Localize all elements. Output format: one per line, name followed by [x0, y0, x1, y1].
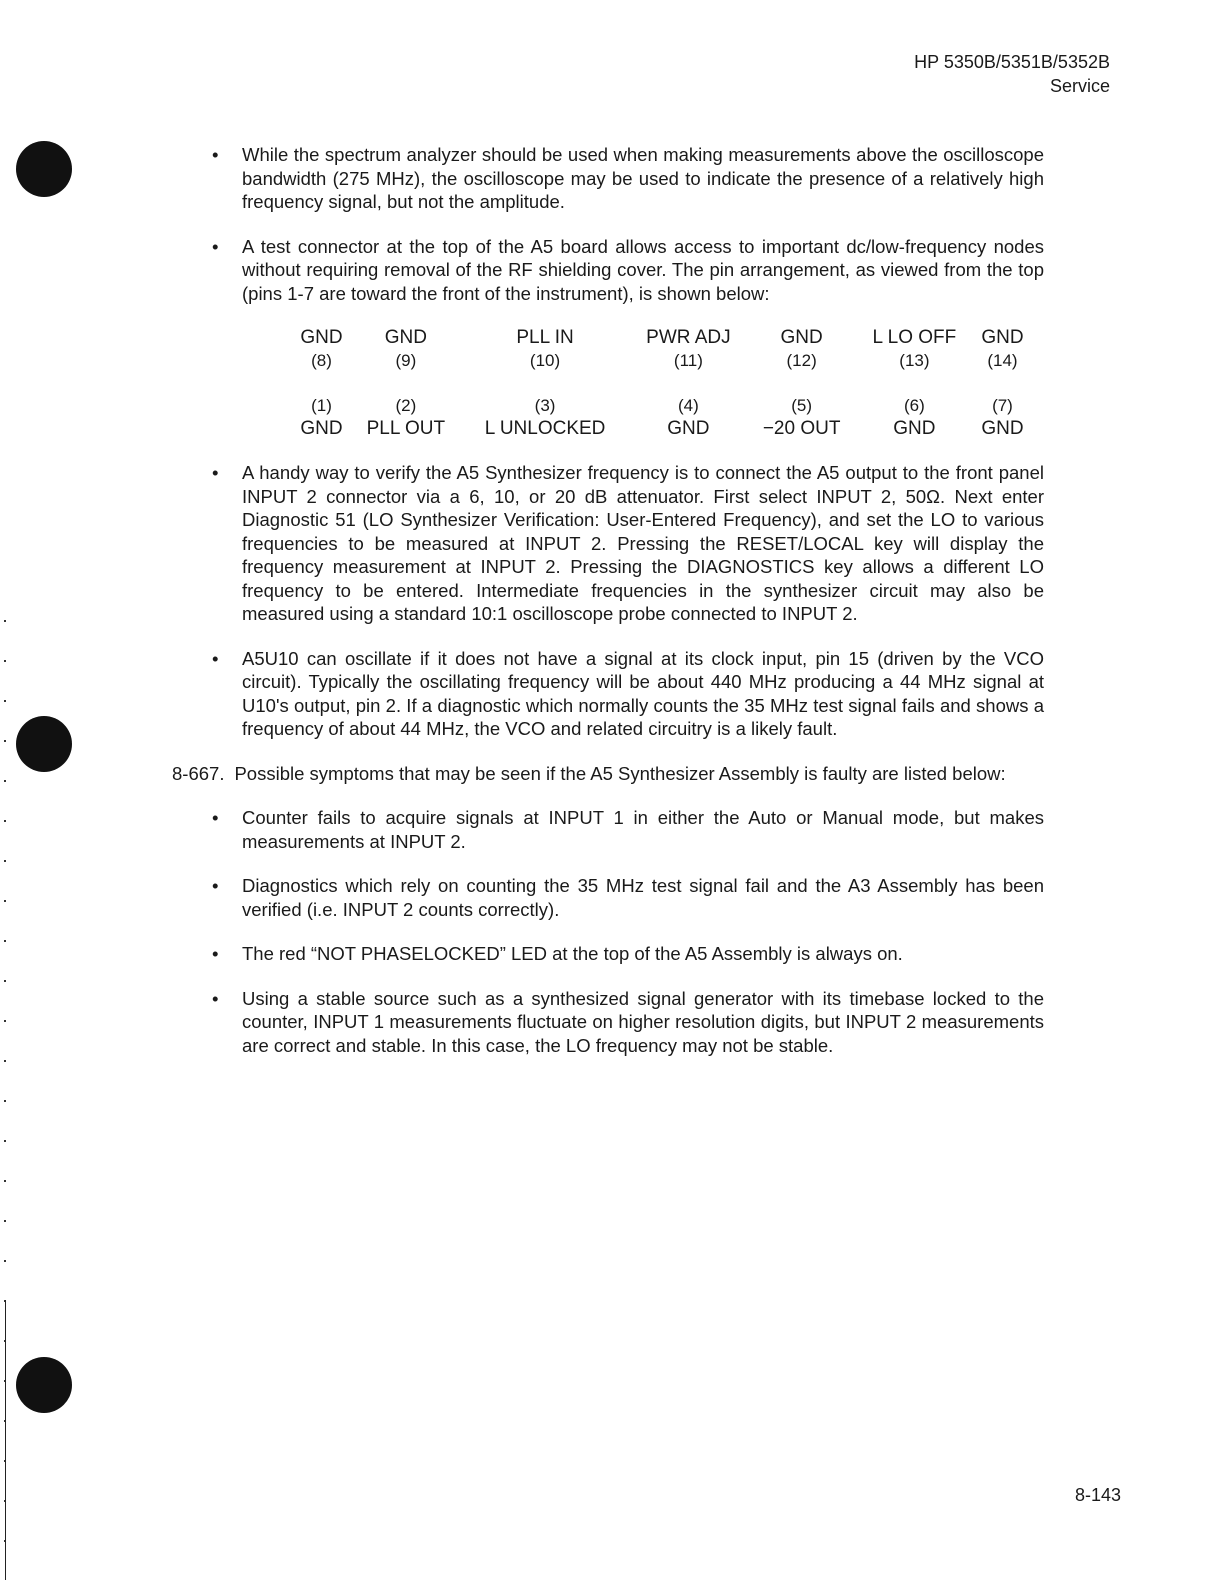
pin-number: (11): [673, 351, 703, 370]
pin-label: GND: [667, 418, 710, 439]
pin-label: L UNLOCKED: [484, 418, 606, 439]
pin-label: GND: [893, 418, 936, 439]
page-body: [172, 143, 1044, 1078]
pin-row-bottom-labels: [292, 417, 1032, 440]
pin-number: (4): [678, 396, 699, 415]
numbered-paragraph: [172, 762, 1044, 786]
list-item: • Diagnostics which rely on counting the 35 MHz test signal fail and the A3 Assembly has been verified (i.e. INPUT 2 counts correctly).: [242, 874, 1044, 921]
page-header: [914, 50, 1110, 98]
page-edge-line: [5, 1300, 6, 1580]
pin-number: (3): [534, 396, 556, 415]
pin-number: (9): [395, 351, 417, 370]
symptom-list: [172, 806, 1044, 1057]
list-item: • Using a stable source such as a synthesized signal generator with its timebase locked to the counter, INPUT 1 measurements fluctuate on higher resolution digits, but INPUT 2 measurements are correct and stable. In this case, the LO frequency may not be stable.: [242, 987, 1044, 1058]
list-item: • A5U10 can oscillate if it does not have a signal at its clock input, pin 15 (driven by the VCO circuit). Typically the oscillating frequency will be about 440 MHz producing a 44 MHz signal at U10's output, pin 2. If a diagnostic which normally counts the 35 MHz test signal fails and shows a frequency of about 44 MHz, the VCO and related circuitry is a likely fault.: [242, 647, 1044, 741]
pin-number: (6): [904, 396, 925, 415]
pin-number: (5): [791, 396, 813, 415]
pin-number: (12): [786, 351, 817, 370]
pin-label: −20 OUT: [762, 418, 841, 439]
list-item: • A handy way to verify the A5 Synthesizer frequency is to connect the A5 output to the front panel INPUT 2 connector via a 6, 10, or 20 dB attenuator. First select INPUT 2, 50Ω. Next enter Diagnostic 51 (LO Synthesizer Verification: User-Entered Frequency), and set the LO to various frequencies to be measured at INPUT 2. Pressing the RESET/LOCAL key will display the frequency measurement at INPUT 2. Pressing the DIAGNOSTICS key allows a different LO frequency to be entered. Intermediate frequencies in the synthesizer circuit may also be measured using a standard 10:1 oscilloscope probe connected to INPUT 2.: [242, 461, 1044, 626]
header-model: HP 5350B/5351B/5352B: [914, 52, 1110, 72]
paragraph-number: 8-667.: [172, 762, 225, 784]
pin-label: GND: [981, 418, 1024, 439]
list-item: • Counter fails to acquire signals at INPUT 1 in either the Auto or Manual mode, but makes measurements at INPUT 2.: [242, 806, 1044, 853]
pin-label: GND: [300, 418, 343, 439]
pin-label: GND: [384, 327, 427, 348]
list-item: • A test connector at the top of the A5 board allows access to important dc/low-frequency nodes without requiring removal of the RF shielding cover. The pin arrangement, as viewed from the top (pins 1-7 are toward the front of the instrument), is shown below:: [242, 235, 1044, 306]
binder-hole: [16, 1357, 72, 1413]
pin-arrangement-table: [292, 326, 1032, 440]
pin-label: L LO OFF: [872, 327, 957, 348]
pin-number: (10): [529, 351, 561, 370]
pin-row-spacer: [292, 372, 1032, 394]
page-number: 8-143: [1074, 1485, 1121, 1505]
pin-label: GND: [300, 327, 343, 348]
pin-row-bottom-numbers: [292, 394, 1032, 417]
pin-label: PLL OUT: [366, 418, 446, 439]
pin-number: (8): [311, 351, 332, 370]
header-section: Service: [1049, 76, 1110, 96]
pin-label: GND: [780, 327, 823, 348]
pin-row-top-numbers: [292, 349, 1032, 372]
paragraph-text: Possible symptoms that may be seen if the A5 Synthesizer Assembly is faulty are listed below:: [234, 762, 1006, 784]
bullet-list: [172, 143, 1044, 305]
binder-hole: [16, 716, 72, 772]
pin-number: (14): [987, 351, 1018, 370]
pin-label: PLL IN: [516, 327, 574, 348]
binder-hole: [16, 141, 72, 197]
pin-number: (7): [992, 396, 1013, 415]
list-item: • The red “NOT PHASELOCKED” LED at the top of the A5 Assembly is always on.: [242, 942, 1044, 966]
pin-label: PWR ADJ: [646, 327, 731, 348]
pin-row-top-labels: [292, 326, 1032, 349]
pin-number: (2): [395, 396, 417, 415]
pin-label: GND: [981, 327, 1024, 348]
pin-number: (1): [311, 396, 332, 415]
bullet-list: [172, 461, 1044, 741]
list-item: • While the spectrum analyzer should be used when making measurements above the oscilloscope bandwidth (275 MHz), the oscilloscope may be used to indicate the presence of a relatively high frequency signal, but not the amplitude.: [242, 143, 1044, 214]
pin-number: (13): [899, 351, 930, 370]
